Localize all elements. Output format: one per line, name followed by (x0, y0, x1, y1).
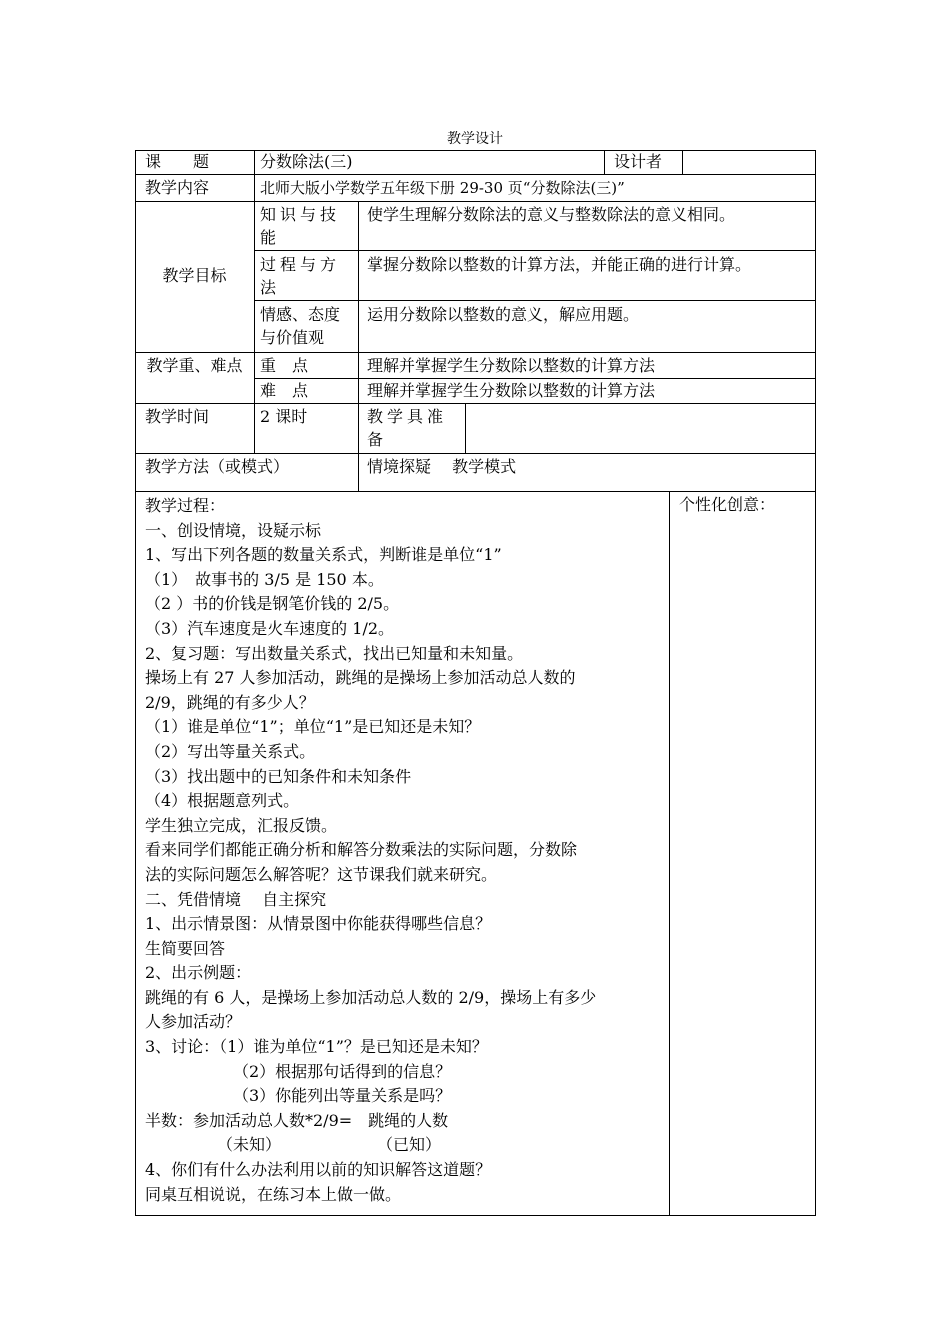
row-divider (135, 352, 816, 353)
process-line: （1） 故事书的 3/5 是 150 本。 (145, 569, 384, 589)
process-line: 操场上有 27 人参加活动，跳绳的是操场上参加活动总人数的 (145, 668, 576, 688)
document-title: 教学设计 (447, 131, 503, 147)
col-divider (254, 150, 255, 453)
col-divider (682, 150, 683, 174)
process-line: 4、你们有什么办法利用以前的知识解答这道题？ (145, 1160, 492, 1180)
goals-label: 教学目标 (162, 266, 227, 285)
time-value: 2 课时 (260, 407, 308, 426)
topic-label: 课 题 (145, 152, 210, 171)
col-divider (358, 201, 359, 491)
row-divider (135, 491, 816, 492)
difficulty-label: 难 点 (260, 381, 309, 400)
content-label: 教学内容 (145, 178, 210, 197)
key-point-text: 理解并掌握学生分数除以整数的计算方法 (367, 356, 656, 375)
goal-row-text: 运用分数除以整数的意义，解应用题。 (367, 305, 640, 324)
process-line: 生简要回答 (145, 938, 226, 958)
row-divider (254, 250, 816, 251)
row-divider (254, 300, 816, 301)
difficulty-text: 理解并掌握学生分数除以整数的计算方法 (367, 381, 656, 400)
process-line: （2）写出等量关系式。 (145, 741, 316, 761)
col-divider (465, 403, 466, 453)
process-line: 跳绳的有 6 人，是操场上参加活动总人数的 2/9，操场上有多少 (145, 987, 597, 1007)
row-divider (135, 201, 816, 202)
goal-row-text: 掌握分数除以整数的计算方法，并能正确的进行计算。 (367, 255, 752, 274)
process-line: 半数：参加活动总人数*2/9= 跳绳的人数 (145, 1110, 449, 1130)
process-line: （2 ）书的价钱是钢笔价钱的 2/5。 (145, 594, 400, 614)
process-text (145, 494, 665, 1207)
process-line: 看来同学们都能正确分析和解答分数乘法的实际问题，分数除 (145, 840, 578, 860)
process-line: 2、复习题：写出数量关系式，找出已知量和未知量。 (145, 643, 524, 663)
col-divider (604, 150, 605, 174)
process-line: （3）汽车速度是火车速度的 1/2。 (145, 618, 395, 638)
col-divider (669, 491, 670, 1216)
key-point-label: 重 点 (260, 356, 309, 375)
content-value: 北师大版小学数学五年级下册 29-30 页“分数除法(三)” (260, 179, 625, 197)
process-line: 一、创设情境，设疑示标 (145, 520, 322, 540)
process-line: 法的实际问题怎么解答呢？这节课我们就来研究。 (145, 864, 498, 884)
creative-label: 个性化创意： (679, 495, 776, 514)
method-value: 情境探疑 教学模式 (367, 457, 517, 476)
process-line: 1、出示情景图：从情景图中你能获得哪些信息？ (145, 914, 492, 934)
row-divider (135, 453, 816, 454)
topic-value: 分数除法(三) (260, 152, 353, 171)
goal-row-label: 知识与技能 (260, 205, 341, 247)
process-line: （3）找出题中的已知条件和未知条件 (145, 766, 412, 786)
process-line: （4）根据题意列式。 (145, 791, 300, 811)
process-line: （1）谁是单位“1”；单位“1”是已知还是未知？ (145, 717, 481, 737)
process-line: 1、写出下列各题的数量关系式，判断谁是单位“1” (145, 545, 502, 565)
row-divider (135, 174, 816, 175)
process-line: 学生独立完成，汇报反馈。 (145, 815, 338, 835)
goal-row-label: 情感、态度与价值观 (260, 305, 341, 347)
process-line: （3）你能列出等量关系是吗？ (145, 1086, 452, 1106)
time-label: 教学时间 (145, 407, 210, 426)
row-divider (254, 378, 816, 379)
process-line: 同桌互相说说，在练习本上做一做。 (145, 1184, 402, 1204)
row-divider (135, 403, 816, 404)
process-line: 二、凭借情境 自主探究 (145, 889, 327, 909)
process-line: 2/9，跳绳的有多少人？ (145, 692, 315, 712)
process-line: 2、出示例题： (145, 963, 252, 983)
method-label: 教学方法（或模式） (145, 457, 290, 476)
process-line: （未知） （已知） (145, 1135, 442, 1155)
process-line: 人参加活动？ (145, 1012, 242, 1032)
process-line: 3、讨论：（1）谁为单位“1”？是已知还是未知？ (145, 1037, 488, 1057)
key-points-label: 教学重、难点 (146, 356, 243, 375)
process-line: 教学过程： (145, 496, 226, 515)
designer-label: 设计者 (614, 152, 663, 171)
goal-row-text: 使学生理解分数除法的意义与整数除法的意义相同。 (367, 205, 736, 224)
process-line: （2）根据那句话得到的信息？ (145, 1061, 452, 1081)
prep-label: 教学具准备 (367, 407, 448, 449)
goal-row-label: 过程与方法 (260, 255, 341, 297)
